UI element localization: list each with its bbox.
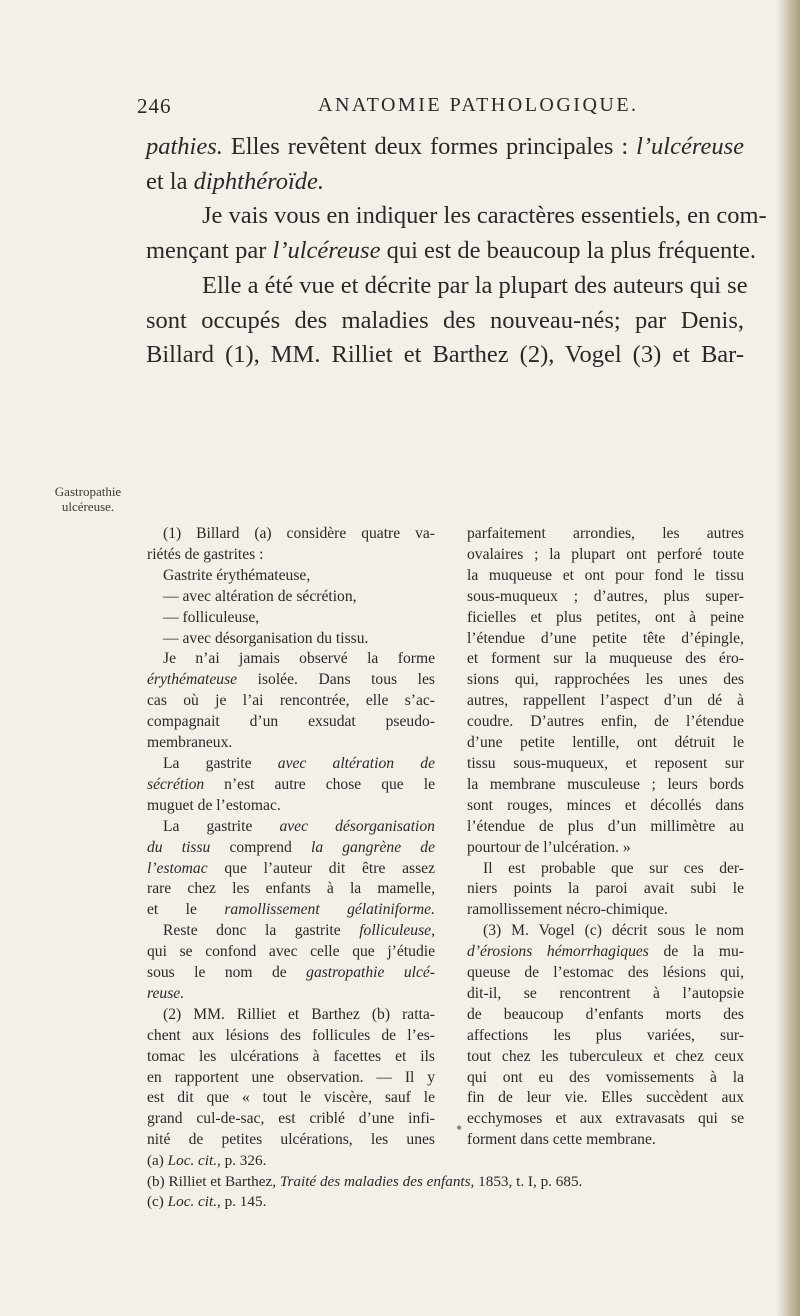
footnote-line bbox=[467, 921, 744, 942]
italic-text: pathies. bbox=[146, 133, 231, 160]
footnote-line bbox=[467, 775, 744, 796]
text-run: sont rouges, minces et décollés dans bbox=[467, 796, 744, 814]
italic-text: avec désorganisation bbox=[279, 817, 435, 835]
page-number: 246 bbox=[137, 94, 172, 118]
footnote-line bbox=[147, 984, 435, 1005]
footnote-line bbox=[147, 691, 435, 712]
text-run: en rapportent une observation. — Il y bbox=[147, 1068, 435, 1086]
italic-text: Loc. cit. bbox=[167, 1152, 218, 1169]
text-run: l’étendue d’une petite tête d’épingle, bbox=[467, 629, 744, 647]
footnote-line bbox=[467, 733, 744, 754]
main-text-line bbox=[146, 338, 744, 373]
footnote-line bbox=[467, 1068, 744, 1089]
footnote-line bbox=[467, 1130, 744, 1151]
footnote-line bbox=[147, 649, 435, 670]
footnote-line bbox=[467, 859, 744, 880]
text-run: La gastrite bbox=[163, 754, 278, 772]
text-run: parfaitement arrondies, les autres bbox=[467, 525, 744, 542]
footnote-line bbox=[467, 1109, 744, 1130]
footnote-line bbox=[147, 775, 435, 796]
footnote-line bbox=[467, 629, 744, 650]
footnote-line bbox=[147, 838, 435, 859]
footnote-line bbox=[147, 1088, 435, 1109]
italic-text: l’estomac bbox=[147, 859, 208, 877]
text-run: que l’auteur dit être assez bbox=[207, 859, 435, 877]
ink-speck: • bbox=[456, 1118, 463, 1138]
text-run: queuse de l’estomac des lésions qui, bbox=[467, 964, 744, 982]
text-run: affections les plus variées, sur- bbox=[467, 1026, 744, 1044]
footnote-line bbox=[147, 712, 435, 733]
italic-text: d’érosions hémorrhagiques bbox=[467, 943, 649, 961]
footnote-line bbox=[467, 838, 744, 859]
footnote-line bbox=[147, 524, 435, 545]
text-run: (1) Billard (a) considère quatre va- bbox=[163, 525, 435, 542]
text-run: forment dans cette membrane. bbox=[467, 1131, 656, 1149]
text-run: , 1853, t. I, p. 685. bbox=[470, 1172, 583, 1190]
text-run: (2) MM. Rilliet et Barthez (b) ratta- bbox=[163, 1005, 435, 1023]
footnote-line bbox=[467, 796, 744, 817]
footnote-line bbox=[467, 942, 744, 963]
text-run: compagnait d’un exsudat pseudo- bbox=[147, 713, 435, 731]
text-run: Billard (1), MM. Rilliet et Barthez (2), Vogel (3) et Bar- bbox=[146, 341, 744, 369]
italic-text: l’ulcéreuse bbox=[272, 237, 381, 265]
footnote-line bbox=[467, 1026, 744, 1047]
main-text-line bbox=[146, 199, 767, 234]
text-run: — avec altération de sécrétion, bbox=[163, 587, 357, 605]
text-run: (c) bbox=[147, 1193, 168, 1210]
italic-text: gastropathie ulcé- bbox=[306, 964, 435, 982]
text-run: — folliculeuse, bbox=[163, 608, 260, 626]
main-text-line bbox=[146, 130, 744, 165]
text-run: membraneux. bbox=[147, 734, 233, 752]
text-run: nité de petites ulcérations, les unes bbox=[147, 1131, 435, 1149]
italic-text: avec altération de bbox=[277, 754, 435, 772]
reference-line bbox=[147, 1151, 747, 1172]
footnote-line bbox=[467, 1005, 744, 1026]
footnote-line bbox=[147, 608, 435, 629]
italic-text: ramollissement gélatiniforme. bbox=[224, 901, 435, 919]
text-run: tomac les ulcérations à facettes et ils bbox=[147, 1047, 435, 1065]
text-run: sont occupés des maladies des nouveau-nés; par Denis, bbox=[146, 306, 744, 334]
text-run: isolée. Dans tous les bbox=[237, 671, 435, 689]
text-run: ficielles et plus petites, ont à peine bbox=[467, 608, 744, 626]
footnote-line bbox=[467, 963, 744, 984]
footnote-line bbox=[467, 817, 744, 838]
text-run: , p. 145. bbox=[217, 1193, 267, 1210]
text-run: Il est probable que sur ces der- bbox=[483, 859, 744, 877]
footnote-line bbox=[147, 1109, 435, 1130]
text-run: autres, rappellent l’aspect d’un dé à bbox=[467, 692, 744, 710]
footnote-line bbox=[147, 879, 435, 900]
footnote-line bbox=[467, 754, 744, 775]
text-run: et le bbox=[147, 901, 225, 919]
text-run: (b) Rilliet et Barthez, bbox=[147, 1172, 280, 1190]
text-run: tissu sous-muqueux, et reposent sur bbox=[467, 754, 744, 772]
footnote-line bbox=[147, 1047, 435, 1068]
text-run: et la bbox=[146, 167, 194, 195]
text-run: mençant par bbox=[146, 237, 273, 265]
main-text-line bbox=[146, 269, 748, 304]
text-run: niers points la paroi avait subi le bbox=[467, 880, 744, 898]
margin-note bbox=[38, 484, 138, 514]
footnote-line bbox=[147, 733, 435, 754]
reference-notes bbox=[147, 1151, 747, 1213]
text-run: sous le nom de bbox=[147, 964, 307, 982]
footnote-line bbox=[147, 670, 435, 691]
text-run: Elle a été vue et décrite par la plupart des auteurs qui se bbox=[202, 271, 748, 299]
footnote-line bbox=[467, 900, 744, 921]
footnote-line bbox=[467, 1047, 744, 1068]
footnote-line bbox=[467, 649, 744, 670]
footnote-line bbox=[147, 817, 435, 838]
footnote-line bbox=[467, 587, 744, 608]
footnote-line bbox=[147, 566, 435, 587]
text-run: ramollissement nécro-chimique. bbox=[467, 901, 668, 919]
text-run: tout chez les tuberculeux et chez ceux bbox=[467, 1047, 744, 1065]
main-text-line bbox=[146, 165, 744, 200]
reference-line bbox=[147, 1192, 747, 1213]
footnote-line bbox=[147, 1130, 435, 1151]
text-run: Gastrite érythémateuse, bbox=[163, 566, 311, 584]
footnote-line bbox=[467, 524, 744, 545]
text-run: La gastrite bbox=[163, 817, 280, 835]
text-run: rare chez les enfants à la mamelle, bbox=[147, 880, 435, 898]
text-run: n’est autre chose que le bbox=[204, 775, 435, 793]
footnote-line bbox=[147, 900, 435, 921]
text-run: d’une petite lentille, ont détruit le bbox=[467, 734, 744, 752]
footnote-line bbox=[147, 587, 435, 608]
footnote-line bbox=[467, 566, 744, 587]
footnote-line bbox=[147, 1026, 435, 1047]
footnote-line bbox=[147, 942, 435, 963]
italic-text: la gangrène de bbox=[310, 838, 436, 856]
footnote-line bbox=[147, 545, 435, 566]
italic-text: du tissu bbox=[147, 838, 211, 856]
footnote-line bbox=[147, 629, 435, 650]
text-run: de beaucoup d’enfants morts des bbox=[467, 1005, 744, 1023]
footnote-line bbox=[147, 963, 435, 984]
text-run: Elles revêtent deux formes principales : bbox=[230, 133, 637, 160]
footnote-line bbox=[467, 984, 744, 1005]
footnote-line bbox=[467, 879, 744, 900]
text-run: riétés de gastrites : bbox=[147, 545, 264, 563]
footnote-line bbox=[467, 608, 744, 629]
text-run: Reste donc la gastrite bbox=[163, 922, 360, 940]
text-run: — avec désorganisation du tissu. bbox=[163, 629, 369, 647]
footnote-column-right bbox=[467, 524, 744, 1151]
text-run: cas où je l’ai rencontrée, elle s’ac- bbox=[147, 692, 435, 710]
main-text-line bbox=[146, 304, 744, 339]
footnote-line bbox=[467, 1088, 744, 1109]
text-run: sous-muqueux ; d’autres, plus super- bbox=[467, 587, 744, 605]
margin-note-line: ulcéreuse. bbox=[61, 499, 115, 514]
footnote-line bbox=[467, 545, 744, 566]
footnote-line bbox=[147, 754, 435, 775]
italic-text: érythémateuse bbox=[147, 671, 238, 689]
text-run: qui se confond avec celle que j’étudie bbox=[147, 943, 435, 961]
footnote-line bbox=[147, 796, 435, 817]
margin-note-line: Gastropathie bbox=[54, 484, 122, 499]
footnote-line bbox=[147, 1005, 435, 1026]
italic-text: reuse. bbox=[147, 984, 185, 1002]
text-run: ovalaires ; la plupart ont perforé toute bbox=[467, 545, 744, 563]
footnote-line bbox=[147, 859, 435, 880]
text-run: dit-il, se rencontrent à l’autopsie bbox=[467, 984, 744, 1002]
text-run: est dit que « tout le viscère, sauf le bbox=[147, 1089, 435, 1107]
main-paragraph bbox=[146, 130, 767, 373]
text-run: grand cul-de-sac, est criblé d’une infi- bbox=[147, 1110, 435, 1128]
text-run: sions qui, rapprochées les unes des bbox=[467, 671, 744, 689]
italic-text: Loc. cit. bbox=[167, 1193, 218, 1210]
main-text-line bbox=[146, 234, 757, 269]
text-run: , p. 326. bbox=[217, 1152, 267, 1169]
running-head bbox=[0, 94, 800, 124]
text-run: et forment sur la muqueuse des éro- bbox=[467, 650, 744, 668]
text-run: chent aux lésions des follicules de l’es- bbox=[147, 1026, 435, 1044]
italic-text: l’ulcéreuse bbox=[636, 133, 744, 160]
text-run: fin de leur vie. Elles succèdent aux bbox=[467, 1089, 744, 1107]
text-run: (a) bbox=[147, 1152, 168, 1169]
running-title: ANATOMIE PATHOLOGIQUE. bbox=[318, 94, 639, 116]
text-run: coudre. D’autres enfin, de l’étendue bbox=[467, 713, 744, 731]
text-run: Je vais vous en indiquer les caractères essentiels, en com- bbox=[202, 202, 767, 230]
page-edge-shadow bbox=[776, 0, 800, 1316]
text-run: la muqueuse et ont pour fond le tissu bbox=[467, 566, 744, 584]
footnote-line bbox=[467, 712, 744, 733]
footnote-line bbox=[147, 1068, 435, 1089]
text-run: (3) M. Vogel (c) décrit sous le nom bbox=[483, 922, 744, 940]
italic-text: diphthéroïde. bbox=[193, 167, 325, 195]
text-run: comprend bbox=[210, 838, 311, 856]
text-run: ecchymoses et aux extravasats qui se bbox=[467, 1110, 744, 1128]
text-run: de la mu- bbox=[648, 943, 744, 961]
footnote-column-left bbox=[147, 524, 435, 1151]
reference-line bbox=[147, 1172, 747, 1193]
italic-text: folliculeuse, bbox=[359, 922, 435, 940]
text-run: Je n’ai jamais observé la forme bbox=[163, 650, 435, 668]
italic-text: Traité des maladies des enfants bbox=[279, 1172, 471, 1190]
footnote-line bbox=[467, 670, 744, 691]
footnote-line bbox=[467, 691, 744, 712]
text-run: pourtour de l’ulcération. » bbox=[467, 838, 631, 856]
italic-text: sécrétion bbox=[147, 775, 205, 793]
text-run: muguet de l’estomac. bbox=[147, 796, 281, 814]
text-run: la membrane musculeuse ; leurs bords bbox=[467, 775, 744, 793]
footnote-line bbox=[147, 921, 435, 942]
text-run: qui ont eu des vomissements à la bbox=[467, 1068, 744, 1086]
text-run: qui est de beaucoup la plus fréquente. bbox=[380, 237, 757, 265]
text-run: l’étendue de plus d’un millimètre au bbox=[467, 817, 744, 835]
